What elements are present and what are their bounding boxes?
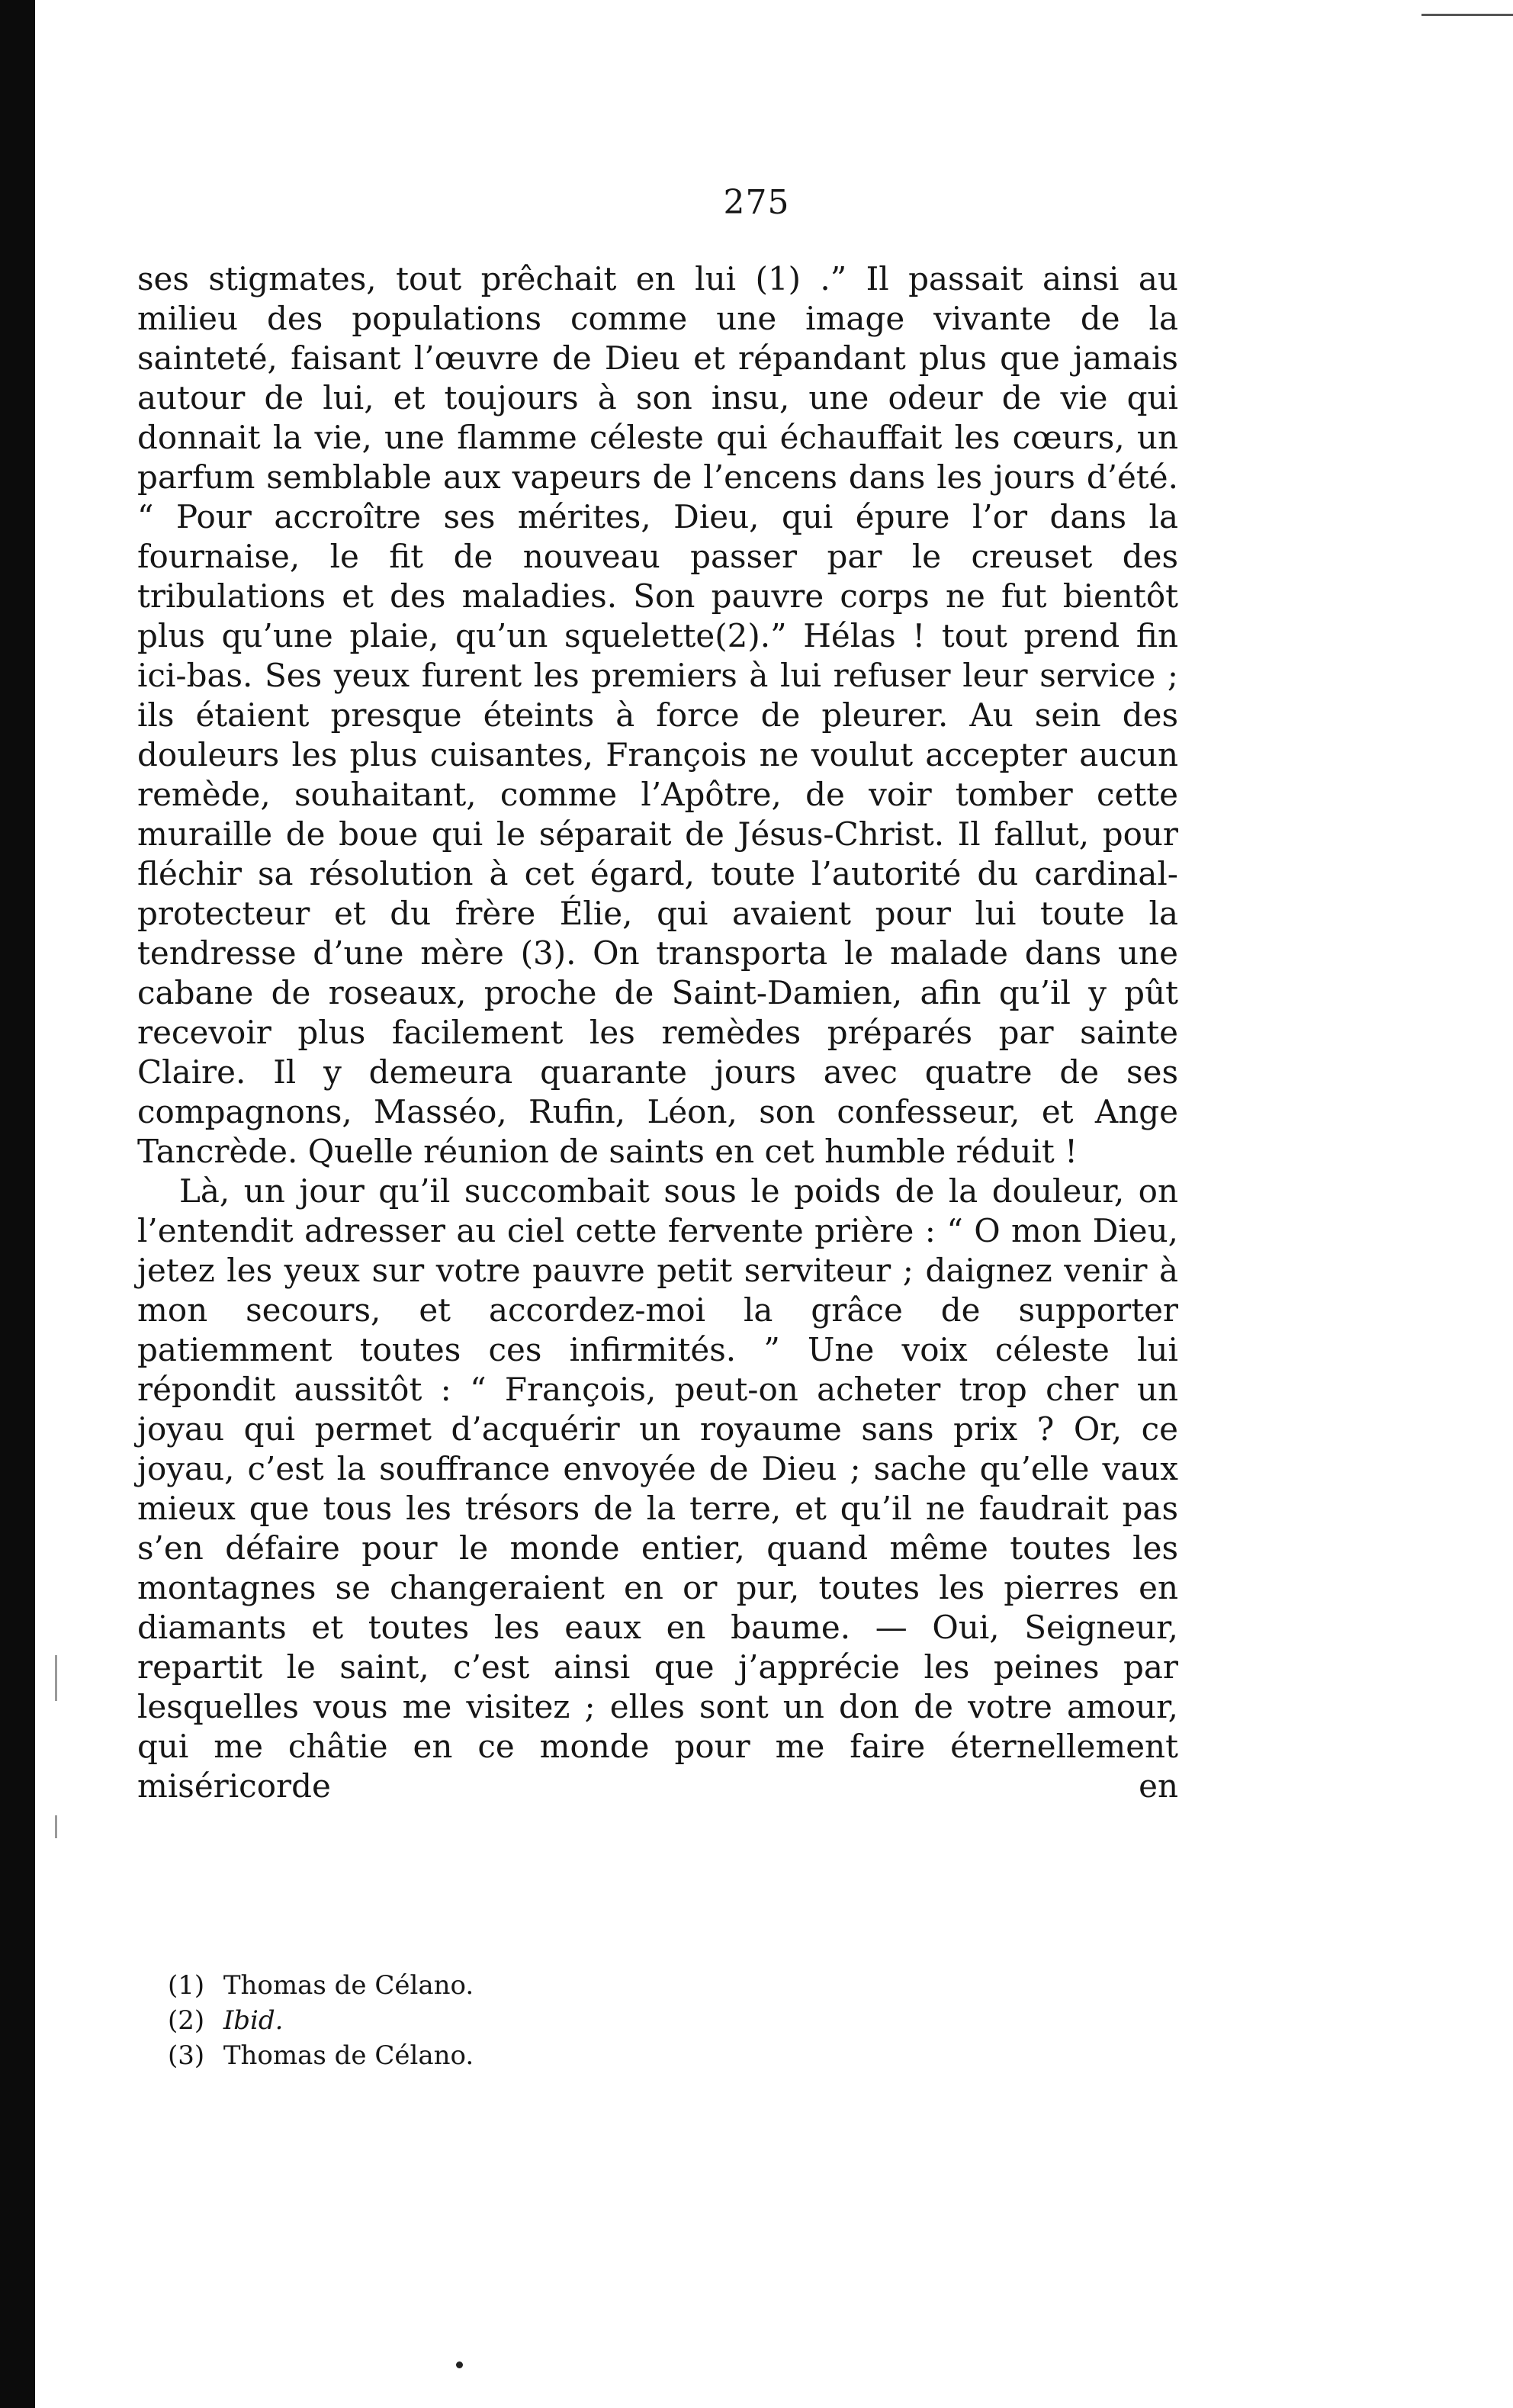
footnote-marker: (2): [168, 2005, 205, 2036]
footnote-text: Ibid.: [223, 2005, 284, 2036]
body-paragraph: Là, un jour qu’il succombait sous le poids de la douleur, on l’entendit adresser au ciel cette fervente prière : “ O mon Dieu, jetez les yeux sur votre pauvre petit serviteur ; daignez venir à mon secours, et accordez-moi la grâce de supporter patiemment toutes ces infirmités. ” Une voix céleste lui répondit aussitôt : “ François, peut-on acheter trop cher un joyau qui permet d’acquérir un royaume sans prix ? Or, ce joyau, c’est la souffrance envoyée de Dieu ; sache qu’elle vaux mieux que tous les trésors de la terre, et qu’il ne faudrait pas s’en défaire pour le monde entier, quand même toutes les montagnes se changeraient en or pur, toutes les pierres en diamants et toutes les eaux en baume. — Oui, Seigneur, repartit le saint, c’est ainsi que j’apprécie les peines par lesquelles vous me visitez ; elles sont un don de votre amour, qui me châtie en ce monde pour me faire éternellement miséricorde en: [137, 1172, 1178, 1805]
footnote-marker: (1): [168, 1970, 205, 2001]
printer-dot: [456, 2361, 463, 2368]
footnotes: [168, 1968, 474, 2073]
margin-mark: [55, 1815, 57, 1838]
footnote-text: Thomas de Célano.: [223, 1970, 474, 2001]
page-number: 275: [723, 183, 790, 222]
binding-edge: [0, 0, 35, 2408]
text-column: [137, 259, 1178, 1806]
margin-mark: [55, 1655, 57, 1701]
footnote: [168, 2038, 474, 2073]
footnote: [168, 2003, 474, 2038]
top-rule: [1421, 0, 1513, 16]
footnote-text: Thomas de Célano.: [223, 2040, 474, 2071]
footnote-marker: (3): [168, 2040, 205, 2071]
body-paragraph: ses stigmates, tout prêchait en lui (1) .” Il passait ainsi au milieu des populations comme une image vivante de la sainteté, faisant l’œuvre de Dieu et répandant plus que jamais autour de lui, et toujours à son insu, une odeur de vie qui donnait la vie, une flamme céleste qui échauffait les cœurs, un parfum semblable aux vapeurs de l’encens dans les jours d’été. “ Pour accroître ses mérites, Dieu, qui épure l’or dans la fournaise, le fit de nouveau passer par le creuset des tribulations et des maladies. Son pauvre corps ne fut bientôt plus qu’une plaie, qu’un squelette(2).” Hélas ! tout prend fin ici-bas. Ses yeux furent les premiers à lui refuser leur service ; ils étaient presque éteints à force de pleurer. Au sein des douleurs les plus cuisantes, François ne voulut accepter aucun remède, souhaitant, comme l’Apôtre, de voir tomber cette muraille de boue qui le séparait de Jésus-Christ. Il fallut, pour fléchir sa résolution à cet égard, toute l’autorité du cardinal-protecteur et du frère Élie, qui avaient pour lui toute la tendresse d’une mère (3). On transporta le malade dans une cabane de roseaux, proche de Saint-Damien, afin qu’il y pût recevoir plus facilement les remèdes préparés par sainte Claire. Il y demeura quarante jours avec quatre de ses compagnons, Masséo, Rufin, Léon, son confesseur, et Ange Tancrède. Quelle réunion de saints en cet humble réduit !: [137, 260, 1178, 1170]
footnote: [168, 1968, 474, 2003]
